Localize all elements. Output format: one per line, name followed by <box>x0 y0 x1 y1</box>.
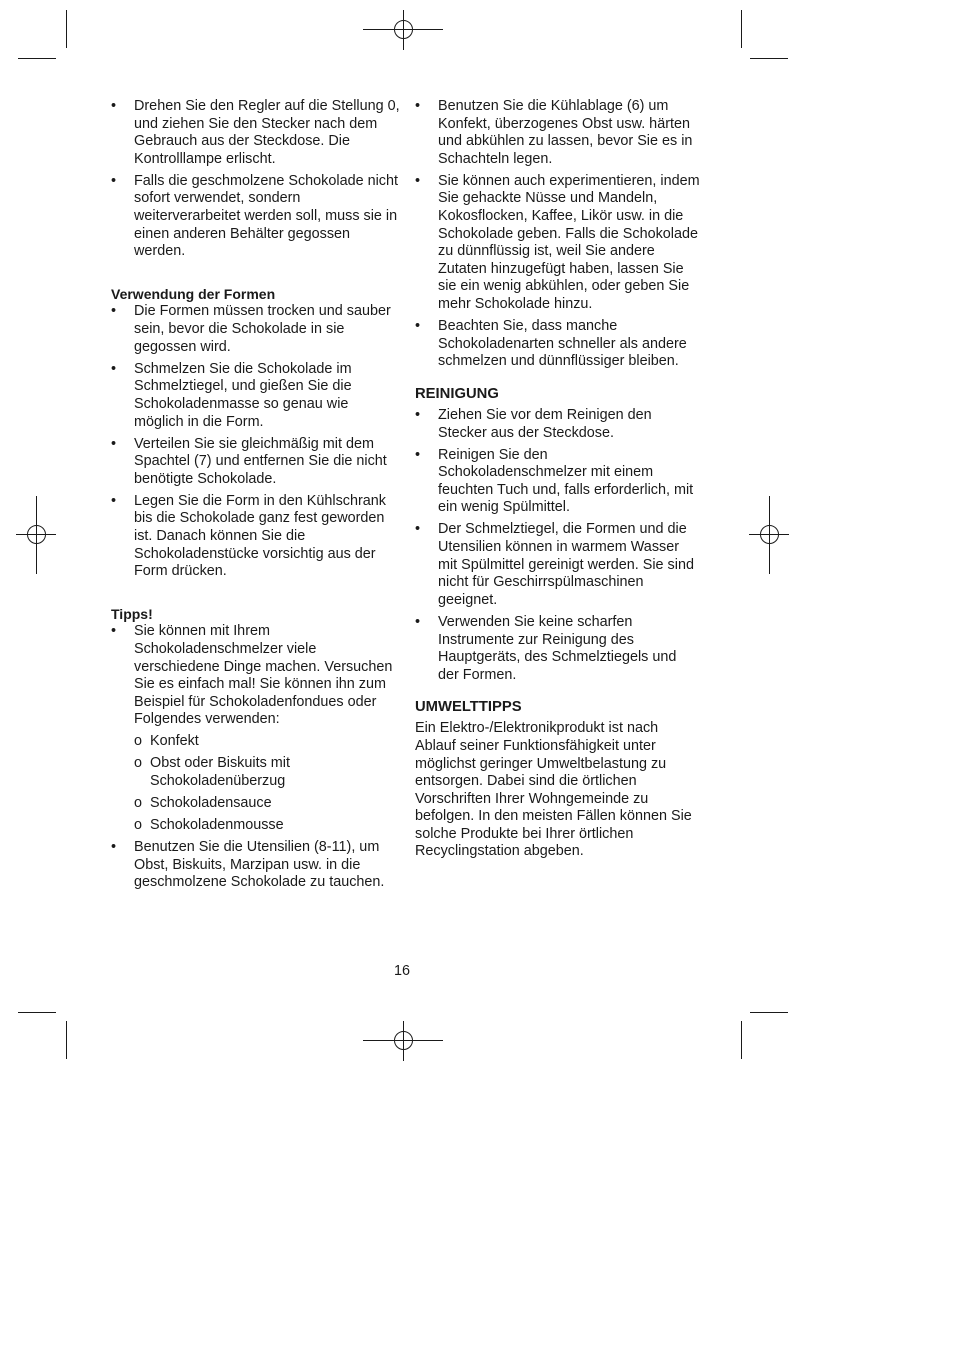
registration-mark-icon <box>749 496 789 574</box>
registration-mark-icon <box>16 496 56 574</box>
tipps-list <box>111 623 401 891</box>
section-heading-reinigung: REINIGUNG <box>415 385 499 402</box>
umwelttipps-paragraph: Ein Elektro-/Elektronikprodukt ist nach Ablauf seiner Funktionsfähigkeit unter möglichst geringer Umweltbelastung zu entsorgen. Dabei sind die örtlichen Vorschriften Ihrer Wohngemeinde zu befolgen. In den meisten Fällen können Sie solche Produkte bei Ihrer örtlichen Recyclingstation abgeben. <box>415 720 692 860</box>
sublist-item: o Schokoladenmousse <box>134 817 401 835</box>
tipps-sublist <box>134 733 401 834</box>
formen-list <box>111 303 401 580</box>
list-item: • Verwenden Sie keine scharfen Instrumente zur Reinigung des Hauptgeräts, des Schmelztiegels und der Formen. <box>415 614 700 684</box>
list-item <box>111 623 401 834</box>
section-heading-tipps: Tipps! <box>111 605 153 622</box>
list-item: • Falls die geschmolzene Schokolade nicht sofort verwendet, sondern weiterverarbeitet werden soll, muss sie in einen anderen Behälter gegossen werden. <box>111 173 401 261</box>
list-item: • Ziehen Sie vor dem Reinigen den Stecker aus der Steckdose. <box>415 407 700 442</box>
registration-mark-icon <box>363 10 443 50</box>
list-item: • Schmelzen Sie die Schokolade im Schmelztiegel, und gießen Sie die Schokoladenmasse so genau wie möglich in die Form. <box>111 361 401 431</box>
list-item: • Benutzen Sie die Kühlablage (6) um Konfekt, überzogenes Obst usw. härten und abkühlen zu lassen, bevor Sie es in Schachteln legen. <box>415 98 700 168</box>
section-heading-umwelttipps: UMWELTTIPPS <box>415 699 522 716</box>
registration-mark-icon <box>363 1021 443 1061</box>
crop-mark <box>750 1012 788 1013</box>
list-item: • Der Schmelztiegel, die Formen und die Utensilien können in warmem Wasser mit Spülmittel gereinigt werden. Sie sind nicht für Geschirrspülmaschinen geeignet. <box>415 521 700 609</box>
tipps-continued-list <box>415 98 700 371</box>
list-item-text: Sie können mit Ihrem Schokoladenschmelzer viele verschiedene Dinge machen. Versuchen Sie es einfach mal! Sie können ihn zum Beispiel für Schokoladenfondues oder Folgendes verwenden: <box>134 623 393 728</box>
list-item: • Sie können auch experimentieren, indem Sie gehackte Nüsse und Mandeln, Kokosflocken, Kaffee, Likör usw. in die Schokolade geben. Falls die Schokolade zu dünnflüssig ist, weil Sie andere Zutaten hinzugefügt haben, lassen Sie sie ein wenig abkühlen, oder geben Sie mehr Schokolade hinzu. <box>415 173 700 314</box>
right-column <box>415 98 700 861</box>
page-number: 16 <box>393 963 410 979</box>
sublist-item: o Obst oder Biskuits mit Schokoladenüberzug <box>134 755 401 790</box>
sublist-item: o Schokoladensauce <box>134 795 401 813</box>
crop-mark <box>18 58 56 59</box>
intro-list <box>111 98 401 261</box>
list-item: • Legen Sie die Form in den Kühlschrank bis die Schokolade ganz fest geworden ist. Danach können Sie die Schokoladenstücke vorsichtig aus der Form drücken. <box>111 493 401 581</box>
crop-mark <box>18 1012 56 1013</box>
list-item: • Beachten Sie, dass manche Schokoladenarten schneller als andere schmelzen und dünnflüssiger bleiben. <box>415 318 700 371</box>
list-item: • Drehen Sie den Regler auf die Stellung 0, und ziehen Sie den Stecker nach dem Gebrauch aus der Steckdose. Die Kontrolllampe erlischt. <box>111 98 401 168</box>
list-item: • Verteilen Sie sie gleichmäßig mit dem Spachtel (7) und entfernen Sie die nicht benötigte Schokolade. <box>111 436 401 489</box>
list-item: • Reinigen Sie den Schokoladenschmelzer mit einem feuchten Tuch und, falls erforderlich, mit ein wenig Spülmittel. <box>415 447 700 517</box>
section-heading-formen: Verwendung der Formen <box>111 285 276 302</box>
list-item: • Die Formen müssen trocken und sauber sein, bevor die Schokolade in sie gegossen wird. <box>111 303 401 356</box>
sublist-item: o Konfekt <box>134 733 401 751</box>
crop-mark <box>750 58 788 59</box>
crop-mark <box>741 10 742 48</box>
crop-mark <box>66 1021 67 1059</box>
list-item: • Benutzen Sie die Utensilien (8-11), um Obst, Biskuits, Marzipan usw. in die geschmolzene Schokolade zu tauchen. <box>111 839 401 892</box>
left-column <box>111 98 401 896</box>
crop-mark <box>741 1021 742 1059</box>
crop-mark <box>66 10 67 48</box>
reinigung-list <box>415 407 700 684</box>
